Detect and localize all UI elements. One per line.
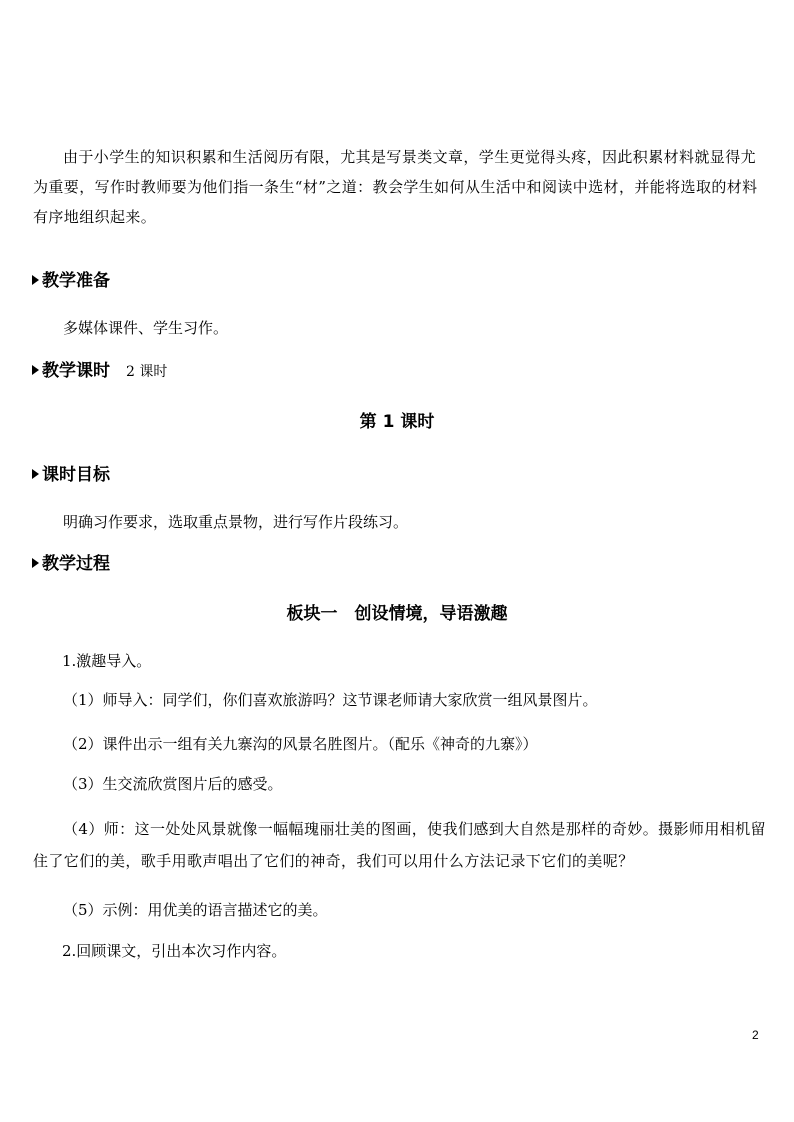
process-item: （4）师：这一处处风景就像一幅幅瑰丽壮美的图画，使我们感到大自然是那样的奇妙。摄影师用相机留住了它们的美，歌手用歌声唱出了它们的神奇，我们可以用什么方法记录下它们的美呢？ xyxy=(33,820,766,870)
triangle-bullet-icon xyxy=(32,365,39,375)
class-hours-value: 2 课时 xyxy=(126,364,168,380)
intro-paragraph: 由于小学生的知识积累和生活阅历有限，尤其是写景类文章，学生更觉得头疼，因此积累材料就显得尤为重要，写作时教师要为他们指一条生“材”之道：教会学生如何从生活中和阅读中选材，并能将选取的材料有序地组织起来。 xyxy=(33,148,758,226)
triangle-bullet-icon xyxy=(32,558,39,568)
triangle-bullet-icon xyxy=(32,469,39,479)
process-heading xyxy=(32,553,110,575)
block-title: 板块一 创设情境，导语激趣 xyxy=(286,604,508,624)
objectives-heading xyxy=(32,464,110,486)
lesson-title: 第 1 课时 xyxy=(359,412,435,432)
process-item: （3）生交流欣赏图片后的感受。 xyxy=(63,775,283,793)
step-1: 1.激趣导入。 xyxy=(62,652,152,670)
objectives-heading-text: 课时目标 xyxy=(42,465,110,485)
preparation-heading-text: 教学准备 xyxy=(42,271,110,291)
step-2: 2.回顾课文，引出本次习作内容。 xyxy=(62,942,287,960)
class-hours-heading xyxy=(32,360,167,383)
process-item: （1）师导入：同学们，你们喜欢旅游吗？这节课老师请大家欣赏一组风景图片。 xyxy=(63,691,598,709)
page-number: 2 xyxy=(752,1028,759,1042)
process-heading-text: 教学过程 xyxy=(42,554,110,574)
triangle-bullet-icon xyxy=(32,275,39,285)
preparation-heading xyxy=(32,270,110,292)
preparation-content: 多媒体课件、学生习作。 xyxy=(63,319,229,337)
process-item: （5）示例：用优美的语言描述它的美。 xyxy=(63,901,328,919)
class-hours-heading-text: 教学课时 xyxy=(42,361,110,381)
process-item: （2）课件出示一组有关九寨沟的风景名胜图片。（配乐《神奇的九寨》） xyxy=(63,735,538,753)
objectives-content: 明确习作要求，选取重点景物，进行写作片段练习。 xyxy=(63,513,409,531)
